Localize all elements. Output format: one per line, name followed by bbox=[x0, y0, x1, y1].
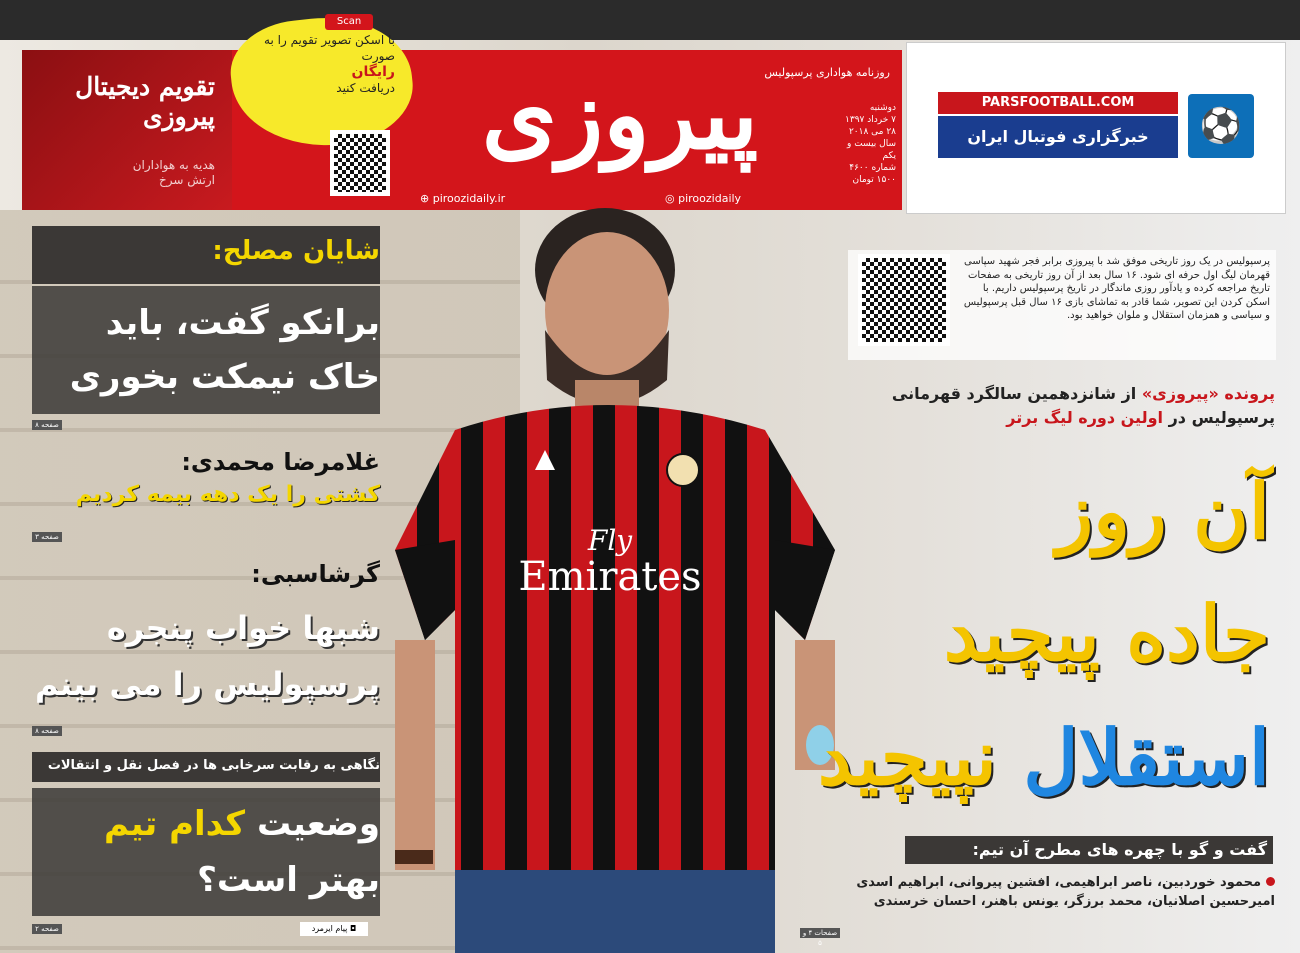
scan-promo-text bbox=[250, 32, 395, 96]
photo-credit bbox=[300, 922, 368, 936]
scan-free-label: رایگان bbox=[351, 64, 395, 80]
instagram-text: piroozidaily bbox=[678, 192, 742, 205]
story4-kicker: نگاهی به رقابت سرخابی ها در فصل نقل و انتقالات bbox=[47, 758, 380, 773]
parsfootball-logo[interactable] bbox=[938, 92, 1258, 164]
scan-badge: Scan bbox=[325, 14, 373, 30]
masthead-tagline: روزنامه هواداری پرسپولیس bbox=[764, 66, 890, 79]
intro-text: پرسپولیس در یک روز تاریخی موفق شد با پیروزی برابر فجر شهید سپاسی قهرمان لیگ اول حرفه ای شود. ۱۶ سال بعد از آن روز تاریخی به صفحات تاریخ مراجعه کرده و یادآور روزی ماندگار در تاریخ پرسپولیس داریم. با اسکن کردن این تصویر، شما قادر به تماشای بازی ۱۶ سال قبل پرسپولیس و سیاسی و همزمان استقلال و ملوان خواهید بود. bbox=[963, 256, 1270, 321]
main-kicker-line1 bbox=[850, 382, 1275, 406]
calendar-promo-subtitle bbox=[40, 158, 215, 188]
parsfootball-name: خبرگزاری فوتبال ایران bbox=[938, 116, 1178, 158]
story4-headline-highlight: کدام تیم bbox=[103, 804, 246, 844]
issue-number: شماره ۴۶۰۰ bbox=[849, 163, 896, 173]
shorts bbox=[455, 870, 775, 953]
main-kicker-red2: اولین دوره لیگ برتر bbox=[1006, 408, 1164, 427]
camera-icon: ◘ bbox=[349, 924, 357, 933]
main-headline-line3[interactable] bbox=[817, 708, 1270, 808]
calendar-qr-code[interactable] bbox=[330, 130, 390, 196]
story4-headline-part1: وضعیت bbox=[256, 804, 380, 844]
main-kicker-line2-a: پرسپولیس در bbox=[1168, 408, 1275, 427]
story3-page: صفحه ۸ bbox=[32, 726, 62, 736]
story3-headline-line1: شبها خواب پنجره bbox=[106, 609, 380, 647]
story1-headline-line2: خاک نیمکت بخوری bbox=[69, 357, 380, 397]
main-story-pages: صفحات ۴ و ۵ bbox=[800, 928, 840, 938]
issue-year: سال بیست و یکم bbox=[847, 139, 896, 161]
issue-day: دوشنبه bbox=[869, 103, 896, 113]
main-kicker-line2 bbox=[850, 406, 1275, 430]
story2-page: صفحه ۳ bbox=[32, 532, 62, 542]
instagram-icon: ◎ bbox=[665, 192, 675, 205]
story2-headline[interactable]: کشتی را یک دهه بیمه کردیم bbox=[75, 482, 380, 507]
story4-headline[interactable] bbox=[104, 796, 380, 908]
globe-icon: ⊕ bbox=[420, 192, 430, 205]
website-text: piroozidaily.ir bbox=[432, 192, 506, 205]
story4-headline-line2: بهتر است؟ bbox=[197, 860, 380, 900]
calendar-sub-line1: هدیه به هواداران bbox=[132, 158, 215, 172]
story3-headline-line2: پرسپولیس را می بینم bbox=[34, 665, 380, 703]
main-kicker bbox=[850, 382, 1275, 430]
jersey-sponsor-emirates: Emirates bbox=[518, 554, 702, 600]
story1-page: صفحه ۸ bbox=[32, 420, 62, 430]
main-headline-line2[interactable]: جاده پیچید bbox=[943, 589, 1270, 678]
story4-page: صفحه ۲ bbox=[32, 924, 62, 934]
right-sleeve-cuff bbox=[775, 540, 835, 640]
photo-credit-text: پیام ایرمرد bbox=[311, 924, 348, 933]
names-line1-text: محمود خوردبین، ناصر ابراهیمی، افشین پیروانی، ابراهیم اسدی bbox=[856, 875, 1261, 890]
left-arm bbox=[395, 640, 435, 870]
interview-label: گفت و گو با چهره های مطرح آن تیم: bbox=[905, 836, 1273, 864]
issue-date-persian: ۷ خرداد ۱۳۹۷ bbox=[845, 115, 896, 125]
issue-date-gregorian: ۲۸ می ۲۰۱۸ bbox=[848, 127, 896, 137]
club-crest-icon bbox=[667, 454, 699, 486]
main-headline-line1[interactable]: آن روز bbox=[1056, 467, 1270, 556]
interview-names bbox=[780, 873, 1275, 911]
story3-headline[interactable] bbox=[35, 600, 380, 712]
main-kicker-red1: پرونده «پیروزی» bbox=[1141, 384, 1275, 403]
video-qr-code[interactable] bbox=[858, 254, 950, 346]
names-line2: امیرحسین اصلانیان، محمد برزگر، یونس باهنر، احسان خرسندی bbox=[873, 894, 1275, 909]
story1-headline-line1: برانکو گفت، باید bbox=[105, 303, 380, 343]
calendar-title-line2: پیروزی bbox=[142, 102, 215, 131]
main-headline-blue: استقلال bbox=[1023, 713, 1270, 802]
issue-price: ۱۵۰۰ تومان bbox=[852, 175, 896, 185]
story4-headline-line1 bbox=[104, 796, 380, 852]
left-sleeve-cuff bbox=[395, 540, 455, 640]
story1-headline[interactable] bbox=[70, 296, 380, 404]
bullet-icon bbox=[1266, 877, 1275, 886]
calendar-title-line1: تقویم دیجیتال bbox=[75, 72, 215, 101]
calendar-sub-line2: ارتش سرخ bbox=[158, 173, 215, 187]
story2-kicker: غلامرضا محمدی: bbox=[181, 448, 380, 476]
masthead-title: پیروزی bbox=[481, 58, 759, 171]
jersey-sponsor-fly: Fly bbox=[587, 524, 633, 557]
main-headline-rest: نپیچید bbox=[817, 713, 997, 802]
parsfootball-url: PARSFOOTBALL.COM bbox=[938, 92, 1178, 114]
calendar-promo-title bbox=[40, 72, 215, 132]
football-player-icon: ⚽ bbox=[1188, 94, 1254, 158]
top-dark-strip bbox=[0, 0, 1300, 40]
scan-receive-label: دریافت کنید bbox=[336, 81, 395, 95]
player-photo bbox=[395, 180, 845, 953]
story3-kicker: گرشاسبی: bbox=[251, 560, 380, 588]
story1-kicker: شایان مصلح: bbox=[212, 236, 380, 266]
issue-date-block bbox=[832, 102, 896, 186]
bracelet bbox=[395, 850, 433, 864]
scan-instructions: با اسکن تصویر تقویم را به صورت bbox=[264, 33, 395, 63]
names-line1 bbox=[780, 873, 1275, 892]
main-kicker-rest1: از شانزدهمین سالگرد قهرمانی bbox=[891, 384, 1137, 403]
